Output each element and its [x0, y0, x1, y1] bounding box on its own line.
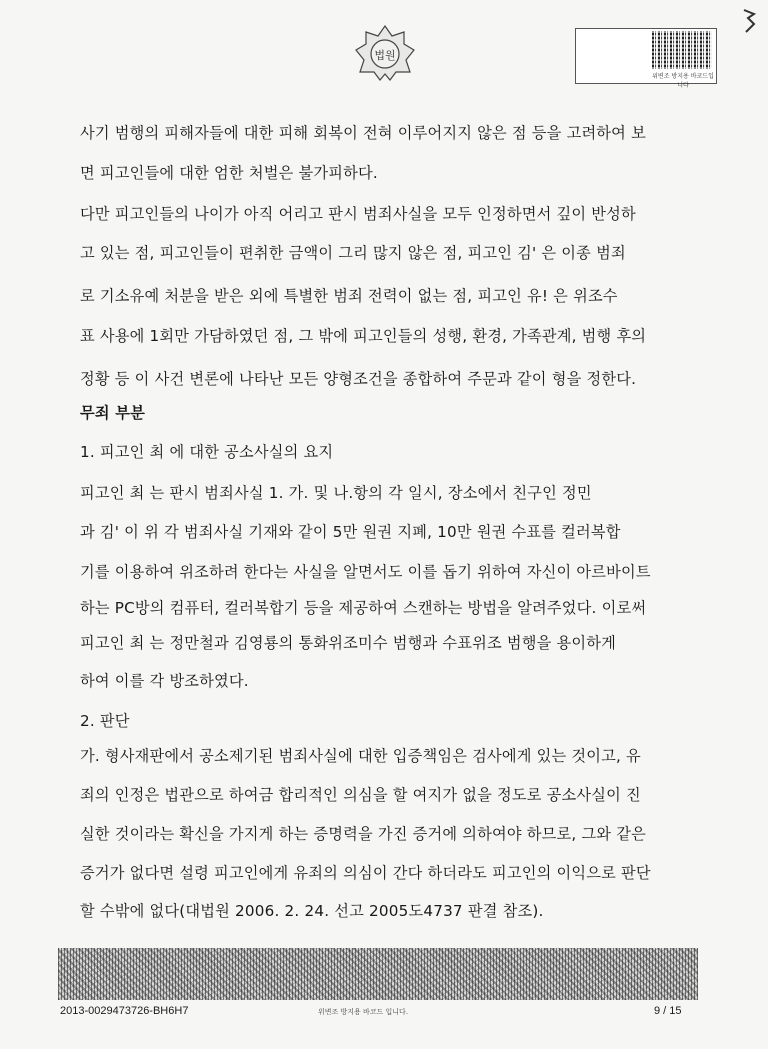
text-line: 과 김' 이 위 각 범죄사실 기재와 같이 5만 원권 지폐, 10만 원권 수표를 컬러복합 [80, 523, 621, 541]
text-line: 정황 등 이 사건 변론에 나타난 모든 양형조건을 종합하여 주문과 같이 형을 정한다. [80, 370, 637, 388]
corner-mark-icon [742, 8, 756, 34]
section-heading-acquittal: 무죄 부분 [80, 404, 145, 422]
svg-text:법원: 법원 [374, 49, 396, 62]
text-line: 증거가 없다면 설령 피고인에게 유죄의 의심이 간다 하더라도 피고인의 이익으로 판단 [80, 864, 651, 882]
page-number: 9 / 15 [654, 1005, 682, 1017]
text-line: 표 사용에 1회만 가담하였던 점, 그 밖에 피고인들의 성행, 환경, 가족관계, 범행 후의 [80, 327, 647, 345]
text-line: 로 기소유예 처분을 받은 외에 특별한 범죄 전력이 없는 점, 피고인 유! 은 위조수 [80, 287, 618, 305]
document-number: 2013-0029473726-BH6H7 [60, 1005, 189, 1017]
text-line: 죄의 인정은 법관으로 하여금 합리적인 의심을 할 여지가 없을 정도로 공소사실이 진 [80, 786, 641, 804]
barcode-caption: 위변조 방지용 바코드입니다 [652, 73, 714, 89]
text-line: 할 수밖에 없다(대법원 2006. 2. 24. 선고 2005도4737 판결 참조). [80, 902, 544, 920]
text-line: 피고인 최 는 판시 범죄사실 1. 가. 및 나.항의 각 일시, 장소에서 친구인 정민 [80, 484, 592, 502]
text-line: 실한 것이라는 확신을 가지게 하는 증명력을 가진 증거에 의하여야 하므로, 그와 같은 [80, 825, 646, 843]
text-line: 면 피고인들에 대한 엄한 처벌은 불가피하다. [80, 164, 378, 182]
footer-note: 위변조 방지용 바코드 입니다. [318, 1008, 409, 1016]
verification-barcode-top [575, 28, 717, 89]
court-seal-icon [352, 22, 418, 84]
text-line: 피고인 최 는 정만철과 김영룡의 통화위조미수 범행과 수표위조 범행을 용이하게 [80, 634, 616, 652]
text-line: 사기 범행의 피해자들에 대한 피해 회복이 전혀 이루어지지 않은 점 등을 고려하여 보 [80, 124, 646, 142]
text-line: 가. 형사재판에서 공소제기된 범죄사실에 대한 입증책임은 검사에게 있는 것이고, 유 [80, 747, 641, 765]
barcode-pattern [652, 31, 712, 69]
text-line: 다만 피고인들의 나이가 아직 어리고 판시 범죄사실을 모두 인정하면서 깊이 반성하 [80, 205, 636, 223]
text-line: 하는 PC방의 컴퓨터, 컬러복합기 등을 제공하여 스캔하는 방법을 알려주었다. 이로써 [80, 599, 647, 617]
text-line: 기를 이용하여 위조하려 한다는 사실을 알면서도 이를 돕기 위하여 자신이 아르바이트 [80, 563, 651, 581]
subsection-heading: 1. 피고인 최 에 대한 공소사실의 요지 [80, 443, 334, 461]
verification-barcode-footer [58, 948, 698, 1000]
text-line: 고 있는 점, 피고인들이 편취한 금액이 그리 많지 않은 점, 피고인 김' 은 이종 범죄 [80, 244, 626, 262]
subsection-heading: 2. 판단 [80, 712, 130, 730]
text-line: 하여 이를 각 방조하였다. [80, 672, 249, 690]
